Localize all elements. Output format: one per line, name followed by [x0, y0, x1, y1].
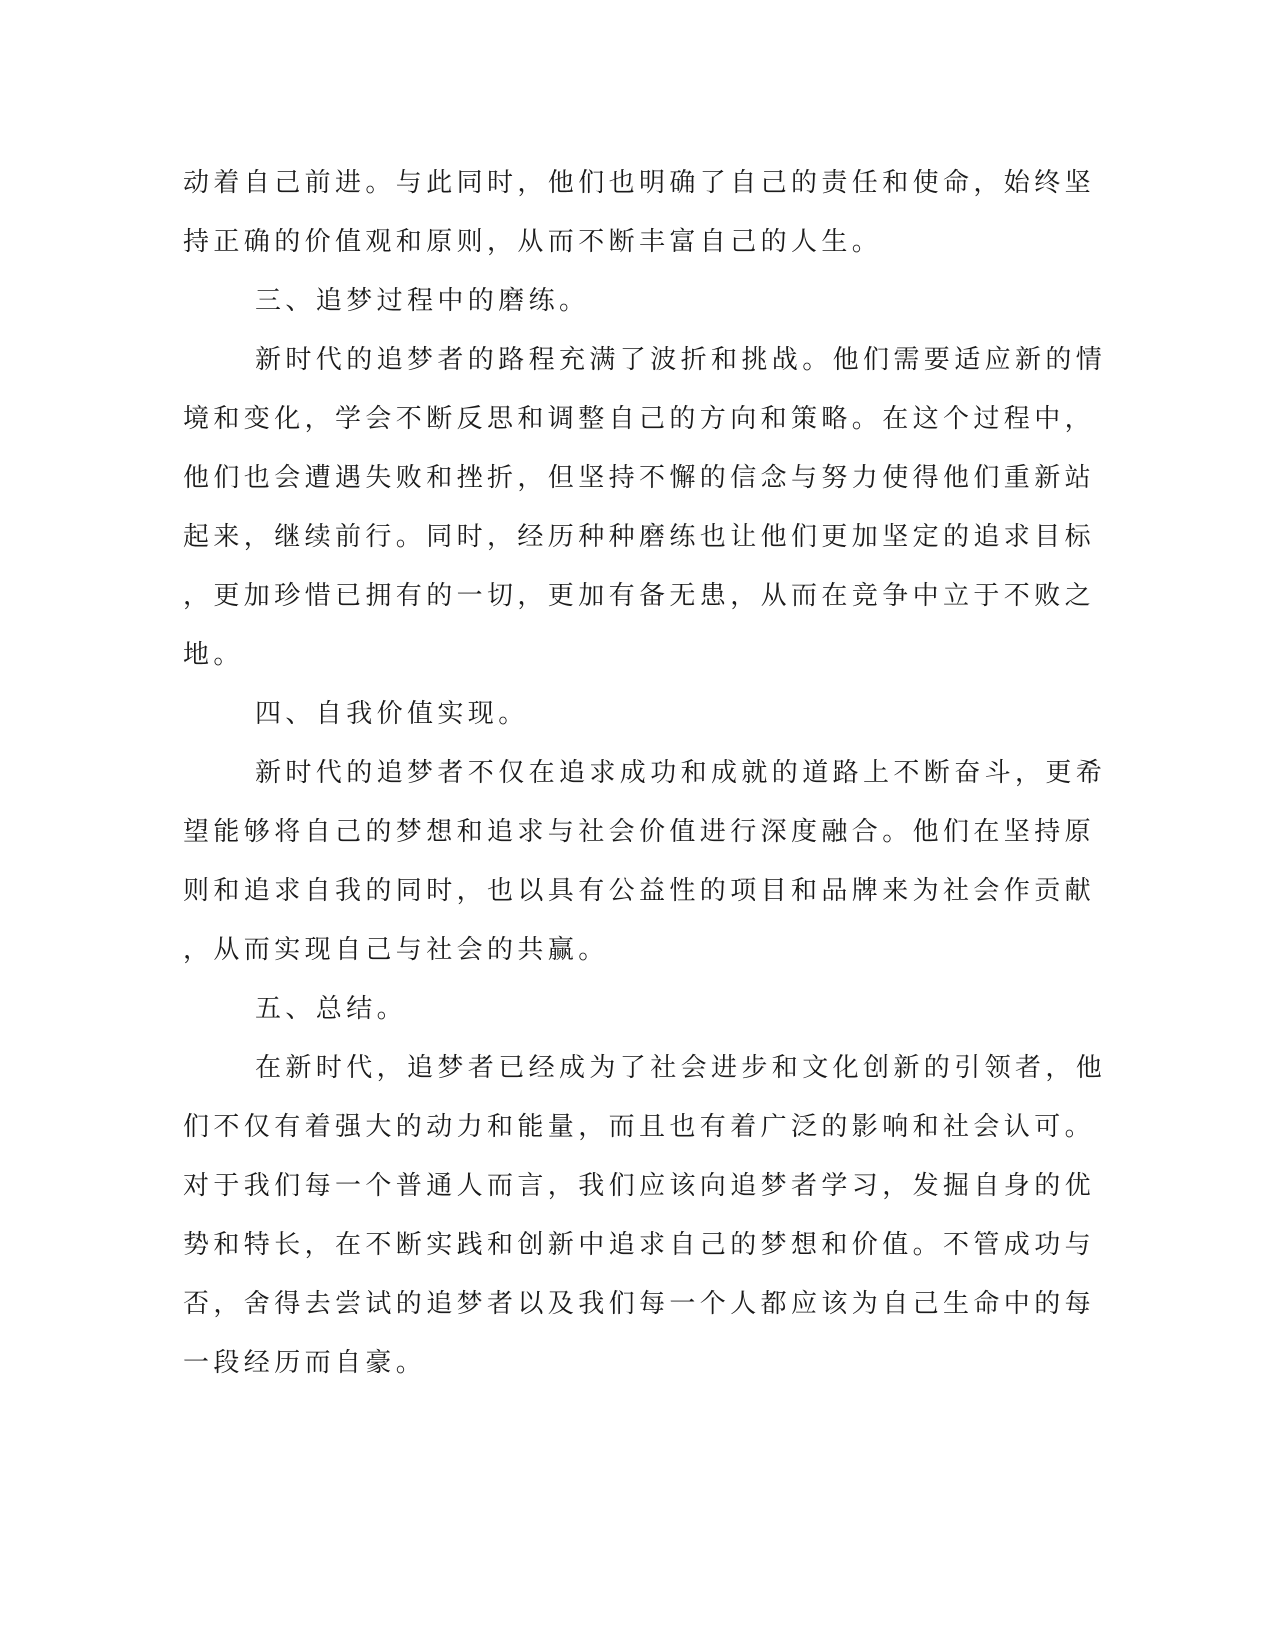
text-line: 对于我们每一个普通人而言，我们应该向追梦者学习，发掘自身的优 — [183, 1171, 1096, 1201]
text-line: 起来，继续前行。同时，经历种种磨练也让他们更加坚定的追求目标 — [183, 522, 1096, 552]
text-line: 境和变化，学会不断反思和调整自己的方向和策略。在这个过程中， — [183, 404, 1096, 434]
section-heading: 五、总结。 — [255, 994, 408, 1024]
text-line: 们不仅有着强大的动力和能量，而且也有着广泛的影响和社会认可。 — [183, 1112, 1096, 1142]
text-line: 望能够将自己的梦想和追求与社会价值进行深度融合。他们在坚持原 — [183, 817, 1096, 847]
text-line: 在新时代，追梦者已经成为了社会进步和文化创新的引领者，他 — [255, 1053, 1107, 1083]
section-heading: 四、自我价值实现。 — [255, 699, 529, 729]
section-heading: 三、追梦过程中的磨练。 — [255, 286, 590, 316]
text-line: 新时代的追梦者的路程充满了波折和挑战。他们需要适应新的情 — [255, 345, 1107, 375]
text-line: 动着自己前进。与此同时，他们也明确了自己的责任和使命，始终坚 — [183, 168, 1096, 198]
text-line: ，更加珍惜已拥有的一切，更加有备无患，从而在竞争中立于不败之 — [183, 581, 1096, 611]
text-line: 地。 — [183, 640, 244, 670]
text-line: 否，舍得去尝试的追梦者以及我们每一个人都应该为自己生命中的每 — [183, 1289, 1096, 1319]
text-line: 持正确的价值观和原则，从而不断丰富自己的人生。 — [183, 227, 883, 257]
text-line: ，从而实现自己与社会的共赢。 — [183, 935, 609, 965]
text-line: 新时代的追梦者不仅在追求成功和成就的道路上不断奋斗，更希 — [255, 758, 1107, 788]
text-line: 势和特长，在不断实践和创新中追求自己的梦想和价值。不管成功与 — [183, 1230, 1096, 1260]
text-line: 他们也会遭遇失败和挫折，但坚持不懈的信念与努力使得他们重新站 — [183, 463, 1096, 493]
text-line: 一段经历而自豪。 — [183, 1348, 427, 1378]
text-line: 则和追求自我的同时，也以具有公益性的项目和品牌来为社会作贡献 — [183, 876, 1096, 906]
